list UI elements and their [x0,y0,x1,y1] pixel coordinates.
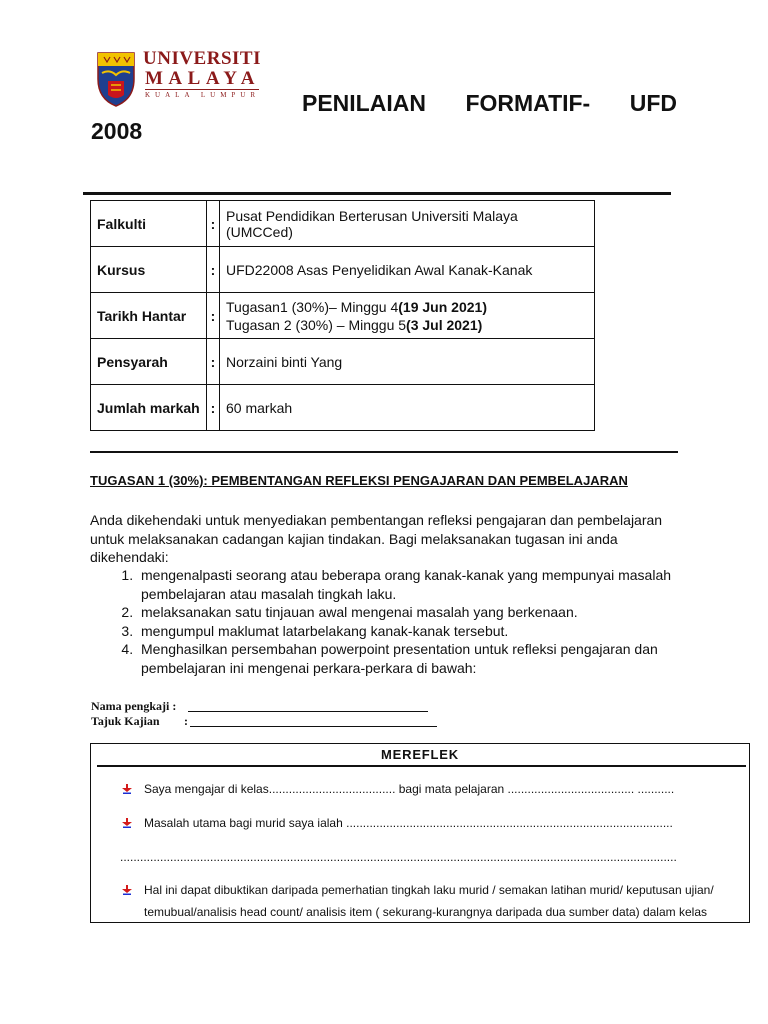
info-row-falkulti [91,201,595,247]
reflection-line-5: temubual/analisis head count/ analisis item ( sekurang-kurangnya daripada dua sumber data) dalam kelas [144,905,707,919]
info-value: Norzaini binti Yang [220,339,595,385]
info-colon: : [207,293,220,339]
info-colon: : [207,385,220,431]
title-word-1: PENILAIAN [302,90,426,116]
info-label: Tarikh Hantar [91,293,207,339]
info-value: Pusat Pendidikan Berterusan Universiti Malaya (UMCCed) [220,201,595,247]
arrow-bullet-icon [122,885,132,895]
reflection-line-3: ....................................................................................................................................................................... [120,850,677,864]
info-label: Falkulti [91,201,207,247]
arrow-bullet-icon [122,818,132,828]
task-item: 4. Menghasilkan persembahan powerpoint presentation untuk refleksi pengajaran dan pembelajaran ini mengenai perkara-perkara di bawah: [137,640,717,677]
reflection-line-4: Hal ini dapat dibuktikan daripada pemerhatian tingkah laku murid / semakan latihan murid/ keputusan ujian/ [144,883,714,897]
task-item: 1. mengenalpasti seorang atau beberapa orang kanak-kanak yang mempunyai masalah pembelajaran atau masalah tingkah laku. [137,566,717,603]
section-intro: Anda dikehendaki untuk menyediakan pembentangan refleksi pengajaran dan pembelajaran untuk melaksanakan cadangan kajian tindakan. Bagi melaksanakan tugasan ini anda dikehendaki: [90,512,663,565]
divider-top [83,192,671,195]
title-word-3: UFD [629,90,677,116]
university-crest-icon [96,49,136,107]
deadline-text: Tugasan1 (30%)– Minggu 4 [226,298,399,315]
info-value [220,293,595,339]
reflection-heading: MEREFLEK [381,747,459,762]
info-value: 60 markah [220,385,595,431]
reflection-box [90,743,750,923]
info-colon: : [207,339,220,385]
logo-word-universiti: UNIVERSITI [143,48,261,69]
field-tajuk-kajian-label: Tajuk Kajian [91,714,160,728]
info-label: Jumlah markah [91,385,207,431]
divider-middle [90,451,678,453]
deadline-text: Tugasan 2 (30%) – Minggu 5 [226,316,407,333]
task-list [90,566,717,677]
logo-word-malaya: MALAYA [145,68,261,89]
university-logo [93,45,263,113]
reflection-line-1: Saya mengajar di kelas...................................... bagi mata pelajaran ...................................... ........... [144,782,675,796]
title-word-2: FORMATIF- [465,90,591,116]
info-label: Kursus [91,247,207,293]
page-title-line-2: 2008 [91,118,143,144]
info-row-pensyarah [91,339,595,385]
deadline-date: (19 Jun 2021) [398,298,487,315]
deadline-line-2 [226,316,588,334]
info-row-kursus [91,247,595,293]
course-info-table [90,200,595,431]
deadline-line-1 [226,298,588,316]
logo-subtitle: KUALA LUMPUR [145,91,261,99]
info-label: Pensyarah [91,339,207,385]
field-nama-pengkaji-label: Nama pengkaji : [91,699,177,713]
logo-divider [145,89,259,90]
task-item: 2. melaksanakan satu tinjauan awal mengenai masalah yang berkenaan. [137,603,717,622]
field-tajuk-kajian-line [190,726,437,727]
task-item: 3. mengumpul maklumat latarbelakang kanak-kanak tersebut. [137,622,717,641]
info-row-jumlah-markah [91,385,595,431]
section-heading: TUGASAN 1 (30%): PEMBENTANGAN REFLEKSI PENGAJARAN DAN PEMBELAJARAN [90,473,628,488]
reflection-line-2: Masalah utama bagi murid saya ialah .................................................................................................. [144,816,673,830]
info-colon: : [207,201,220,247]
arrow-bullet-icon [122,784,132,794]
field-nama-pengkaji-line [188,711,428,712]
page-title [302,90,677,117]
reflection-heading-rule [97,765,746,767]
field-tajuk-kajian-colon: : [184,714,188,728]
deadline-date: (3 Jul 2021) [406,316,483,333]
info-value: UFD22008 Asas Penyelidikan Awal Kanak-Kanak [220,247,595,293]
info-row-tarikh-hantar [91,293,595,339]
info-colon: : [207,247,220,293]
